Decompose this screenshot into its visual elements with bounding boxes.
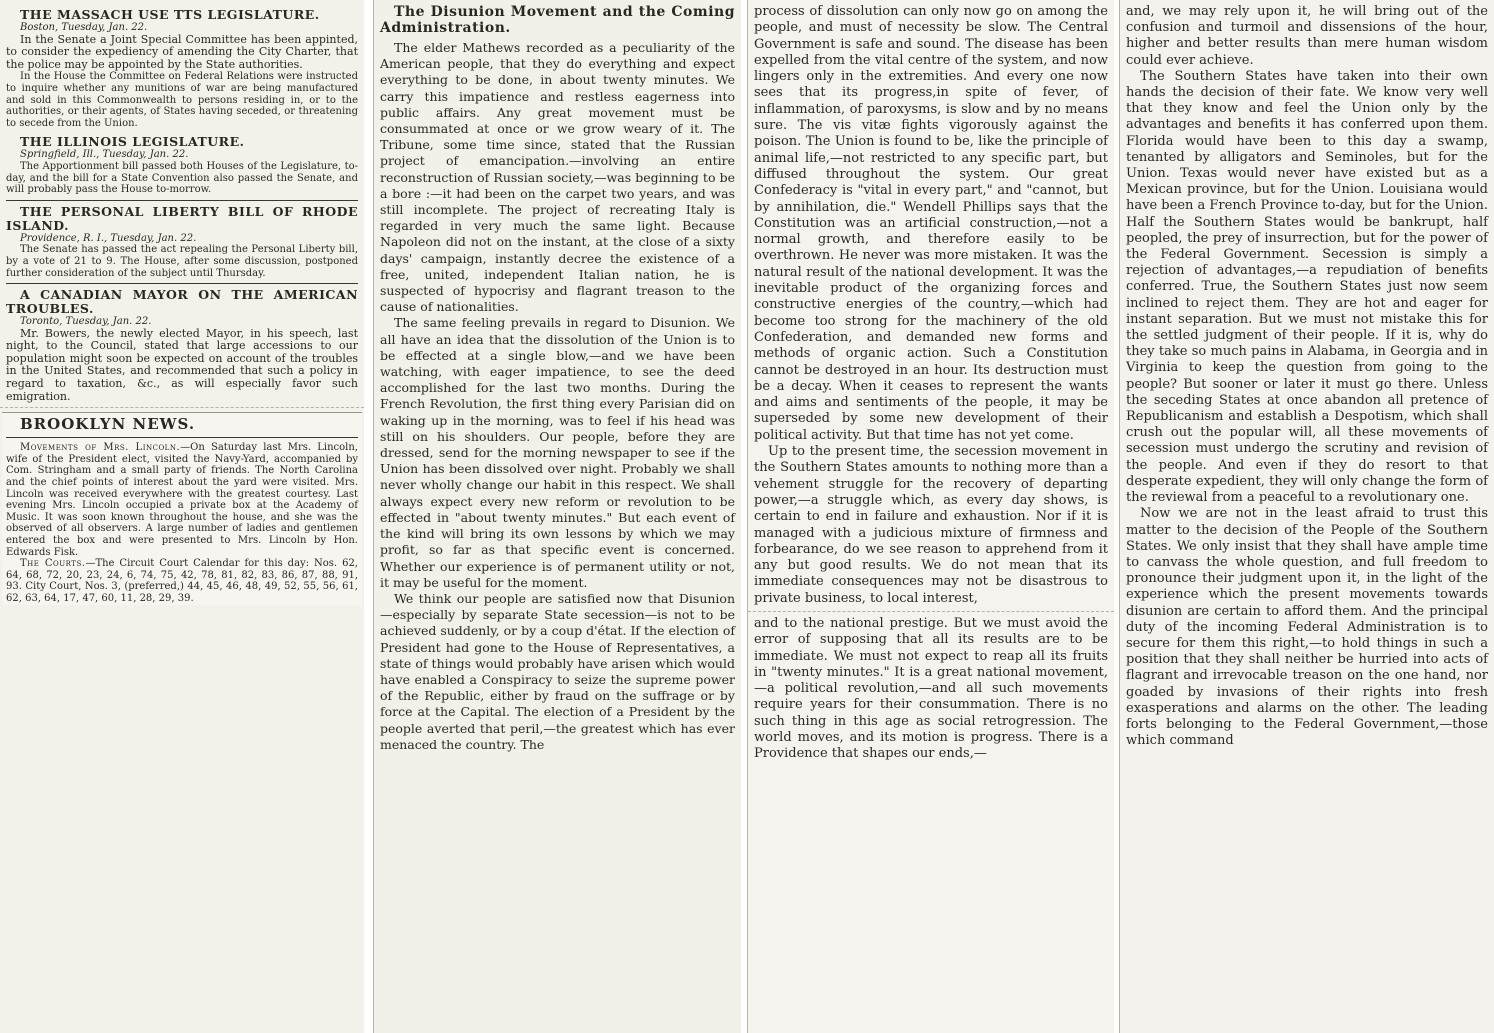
article-rhode-island bbox=[6, 205, 358, 279]
paragraph: Now we are not in the least afraid to trust this matter to the decision of the People of the Southern States. We only insist that they shall have ample time to canvass the whole question, and full freedom to pronounce their judgment upon it, in the light of the experience which the present movements towards disunion are certain to afford them. And the principal duty of the incoming Federal Administration is to secure for them this right,—to hold things in such a position that they shall neither be hurried into acts of flagrant and irrevocable treason on the one hand, nor goaded by invasions of their rights into fresh exasperations and alarms on the other. The leading forts belonging to the Federal Government,—those which command bbox=[1126, 506, 1488, 749]
article-massachusetts-legislature bbox=[6, 8, 358, 129]
divider bbox=[6, 200, 358, 201]
paragraph: The same feeling prevails in regard to Disunion. We all have an idea that the dissolution of the Union is to be effected at a single blow,—and we have been watching, with eager impatience, to see the deed accomplished for the last two months. During the French Revolution, the first thing every Parisian did on waking up in the morning, was to feel if his head was still on his shoulders. Our people, before they are dressed, send for the morning newspaper to see if the Union has been dissolved over night. Probably we shall never wholly change our habit in this respect. We shall always expect every new reform or revolution to be effected in "about twenty minutes." But each event of the kind will bring its own lessons by which we may profit, so far as that specific event is concerned. Whether our experience is of permanent utility or not, it may be useful for the moment. bbox=[380, 315, 735, 590]
paragraph-body: —The Circuit Court Calendar for this day: Nos. 62, 64, 68, 72, 20, 23, 24, 6, 74, 75, 42, 78, 81, 82, 83, 86, 87, 88, 91, 93. City Court, Nos. 3, (preferred,) 44, 45, 46, 48, 49, 52, 55, 56, 61, 62, 63, 64, 17, 47, 60, 11, 28, 29, 39. bbox=[6, 558, 358, 604]
paragraph: The Apportionment bill passed both Houses of the Legislature, to-day, and the bill for a State Convention also passed the Senate, and will probably pass the House to-morrow. bbox=[6, 160, 358, 196]
article-canadian-mayor bbox=[6, 288, 358, 403]
column-editorial-3 bbox=[1119, 0, 1494, 1033]
clipping-edge bbox=[0, 407, 364, 408]
article-brooklyn-news bbox=[2, 412, 362, 604]
paragraph-mrs-lincoln bbox=[6, 442, 358, 558]
headline-canadian-mayor: A CANADIAN MAYOR ON THE AMERICAN TROUBLES. bbox=[6, 287, 358, 317]
column-editorial-2 bbox=[747, 0, 1114, 1033]
clipping-edge bbox=[748, 611, 1114, 612]
column-news-briefs bbox=[0, 0, 364, 1033]
headline-massachusetts: THE MASSACH USE TTS LEGISLATURE. bbox=[20, 7, 320, 22]
divider bbox=[6, 437, 358, 438]
paragraph: In the House the Committee on Federal Relations were instructed to inquire whether any munitions of war are being manufactured and sold in this Commonwealth to persons residing in, or to the authorities, or their agents, of States having seceded, or threatening to secede from the Union. bbox=[6, 71, 358, 129]
divider bbox=[6, 283, 358, 284]
paragraph: In the Senate a Joint Special Committee has been appinted, to consider the expediency of amending the City Charter, that the police may be appointed by the State authorities. bbox=[6, 32, 358, 71]
paragraph: and, we may rely upon it, he will bring out of the confusion and turmoil and dissensions of the hour, higher and better results than mere human wisdom could ever achieve. bbox=[1126, 4, 1488, 68]
paragraph: process of dissolution can only now go on among the people, and must of necessity be slow. The Central Government is safe and sound. The disease has been expelled from the vital centre of the system, and now lingers only in the extremities. And every one now sees that its progress,in spite of fever, of inflammation, of paroxysms, is slow and by no means sure. The vis vitæ fights vigorously against the poison. The Union is found to be, like the principle of animal life,—not restricted to any specific part, but diffused throughout the system. Our great Confederacy is "vital in every part," and "cannot, but by annihilation, die." Wendell Phillips says that the Constitution was an artificial construction,—not a normal growth, and therefore easily to be overthrown. He never was more mistaken. It was the natural result of the national development. It was the inevitable product of the organizing forces and constructive energies of the country,—which had become too strong for the machinery of the old Confederation, and demanded new forms and methods of organic action. Such a Constitution cannot be destroyed in an hour. Its destruction must be a decay. When it ceases to represent the wants and aims and sentiments of the people, it may be superseded by some new development of their political activity. But that time has not yet come. bbox=[754, 4, 1108, 443]
paragraph: Mr. Bowers, the newly elected Mayor, in his speech, last night, to the Council, stated that large accessions to our population might soon be expected on account of the troubles in the United States, and recommended that such a policy in regard to taxation, &c., as will especially favor such emigration. bbox=[6, 326, 358, 403]
paragraph: Up to the present time, the secession movement in the Southern States amounts to nothing more than a vehement struggle for the recovery of departing power,—a struggle which, as every day shows, is certain to end in failure and exhaustion. Nor if it is managed with a judicious mixture of firmness and forbearance, do we see reason to apprehend from it any but good results. We do not mean that its immediate consequences may not be disastrous to private business, to local interest, bbox=[754, 444, 1108, 606]
paragraph: We think our people are satisfied now that Disunion—especially by separate State secession—is not to be achieved suddenly, or by a coup d'état. If the election of President had gone to the House of Representatives, a state of things would probably have arisen which would have enabled a Conspiracy to seize the supreme power of the Republic, either by fraud on the suffrage or by force at the Capital. The election of a President by the people averted that peril,—the greatest which has ever menaced the country. The bbox=[380, 590, 735, 752]
column-editorial-1 bbox=[373, 0, 741, 1033]
dateline-illinois: Springfield, Ill., Tuesday, Jan. 22. bbox=[20, 149, 189, 161]
paragraph: The Senate has passed the act repealing the Personal Liberty bill, by a vote of 21 to 9. The House, after some discussion, postponed further consideration of the subject until Thursday. bbox=[6, 244, 358, 279]
headline-brooklyn-news: BROOKLYN NEWS. bbox=[20, 415, 196, 434]
paragraph: The elder Mathews recorded as a peculiarity of the American people, that they do everything and expect everything to be done, in about twenty minutes. We carry this impatience and restless eagerness into public affairs. Any great movement must be consummated at once or we grow weary of it. The Tribune, some time since, stated that the Russian project of emancipation.—involving an entire reconstruction of Russian society,—was beginning to be a bore :—it had been on the carpet two years, and was still incomplete. The project of recreating Italy is regarded in very much the same light. Because Napoleon did not on the instant, at the close of a sixty days' campaign, instantly decree the existence of a free, united, independent Italian nation, he is suspected of hypocrisy and flagrant treason to the cause of nationalities. bbox=[380, 40, 735, 315]
article-illinois-legislature bbox=[6, 135, 358, 195]
headline-disunion-movement: The Disunion Movement and the Coming Administration. bbox=[380, 4, 735, 36]
headline-illinois: THE ILLINOIS LEGISLATURE. bbox=[20, 134, 245, 150]
headline-rhode-island: THE PERSONAL LIBERTY BILL OF RHODE ISLAND. bbox=[6, 203, 358, 233]
paragraph: The Southern States have taken into their own hands the decision of their fate. We know very well that they know and feel the Union only by the advantages and benefits it has conferred upon them. Florida would have been to this day a swamp, tenanted by alligators and Seminoles, but for the Union. Texas would never have existed but as a Mexican province, but for the Union. Louisiana would have been a French Province to-day, but for the Union. Half the Southern States would be bankrupt, half peopled, the prey of insurrection, but for the power of the Federal Government. Secession is simply a rejection of advantages,—a repudiation of benefits conferred. True, the Southern States just now seem inclined to reject them. They are hot and eager for instant separation. But we must not mistake this for the settled judgment of their people. If it is, why do they take so much pains in Alabama, in Georgia and in Virginia to keep the question from going to the people? But sooner or later it must go there. Unless the seceding States at once abandon all pretence of Republicanism and establish a Despotism, which shall crush out the popular will, all these movements of secession must undergo the scrutiny and revision of the people. And even if they do resort to that desperate expedient, they will only change the form of the reviewal from a peaceful to a revolutionary one. bbox=[1126, 68, 1488, 506]
dateline-canadian: Toronto, Tuesday, Jan. 22. bbox=[20, 316, 152, 328]
paragraph: and to the national prestige. But we must avoid the error of supposing that all its results are to be immediate. We must not expect to reap all its fruits in "twenty minutes." It is a great national movement,—a political revolution,—and all such movements require years for their consummation. There is no such thing in this age as social retrogression. The world moves, and its motion is progress. There is a Providence that shapes our ends,— bbox=[754, 615, 1108, 762]
dateline-rhode-island: Providence, R. I., Tuesday, Jan. 22. bbox=[20, 232, 197, 244]
lead-in: The Courts. bbox=[20, 558, 86, 570]
paragraph-body: —On Saturday last Mrs. Lincoln, wife of the President elect, visited the Navy-Yard, accompanied by Com. Stringham and a small party of friends. The North Carolina and the chief points of interest about the yard were visited. Mrs. Lincoln was received everywhere with the greatest courtesy. Last evening Mrs. Lincoln occupied a private box at the Academy of Music. It was soon known throughout the house, and she was the observed of all observers. A large number of ladies and gentlemen entered the box and were presented to Mrs. Lincoln by Hon. Edwards Fisk. bbox=[6, 442, 358, 558]
lead-in: Movements of Mrs. Lincoln. bbox=[20, 442, 181, 454]
paragraph-courts bbox=[6, 558, 358, 604]
dateline-massachusetts: Boston, Tuesday, Jan. 22. bbox=[20, 22, 148, 33]
